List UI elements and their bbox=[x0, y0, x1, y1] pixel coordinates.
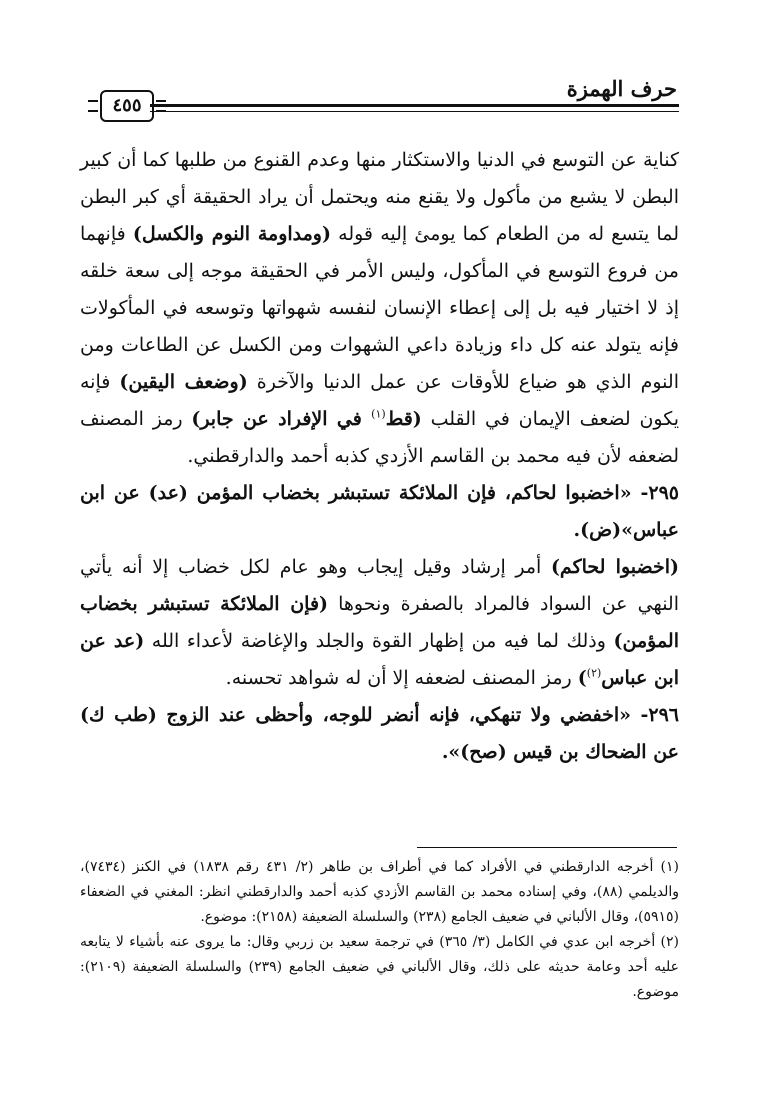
text-run: أمر إرشاد وقيل إيجاب وهو عام لكل خضاب إلا أنه يأتي النهي عن السواد فالمراد بالصفرة ونحوها bbox=[80, 556, 679, 615]
footnote-1: (١) أخرجه الدارقطني في الأفراد كما في أطراف بن طاهر (٢/ ٤٣١ رقم ١٨٣٨) في الكنز (٧٤٣٤)، والديلمي (٨٨)، وفي إسناده محمد بن القاسم الأزدي كذبه أحمد والدارقطني انظر: المغني في الضعفاء (٥٩١٥)، وقال الألباني في ضعيف الجامع (٢٣٨) والسلسلة الضعيفة (٢١٥٨): موضوع. bbox=[80, 859, 679, 925]
hadith-entry-296: ٢٩٦- «اخفضي ولا تنهكي، فإنه أنضر للوجه، وأحظى عند الزوج (طب ك) عن الضحاك بن قيس (صح)». bbox=[80, 704, 679, 763]
text-run: فإنهما من فروع التوسع في المأكول، وليس الأمر في الحقيقة موجه إلى سعة خلقه إذ لا اختيار فيه بل إلى إعطاء الإنسان لنفسه شهواتها وتوسعه في المأكولات فإنه يتولد عنه كل داء وزيادة داعي الشهوات ومن الكسل عن الطاعات ومن النوم الذي هو ضياع للأوقات عن عمل الدنيا والآخرة bbox=[80, 223, 679, 393]
main-text bbox=[80, 142, 679, 771]
header-rule-thin bbox=[150, 111, 679, 112]
commentary-paragraph-2 bbox=[80, 549, 679, 697]
footnote-ref-1: (١) bbox=[371, 407, 386, 421]
header-rule-thick bbox=[150, 104, 679, 107]
footnote-2: (٢) أخرجه ابن عدي في الكامل (٣/ ٣٦٥) في ترجمة سعيد بن زربي وقال: ما يروى عنه بأشياء لا يتابعه عليه أحد وعامة حديثه على ذلك، وقال الألباني في ضعيف الجامع (٢٣٩) والسلسلة الضعيفة (٢١٠٩): موضوع. bbox=[80, 934, 680, 1000]
page-number: ٤٥٥ bbox=[100, 90, 154, 122]
source-ref: في الإفراد عن جابر) bbox=[191, 408, 372, 430]
text-run: رمز المصنف لضعفه لأن فيه محمد بن القاسم الأزدي كذبه أحمد والدارقطني. bbox=[80, 408, 679, 467]
commentary-paragraph-1 bbox=[80, 142, 679, 475]
text-run: رمز المصنف لضعفه إلا أن له شواهد تحسنه. bbox=[225, 667, 578, 689]
quoted-phrase: (فإن الملائكة تستبشر بخضاب المؤمن) bbox=[80, 593, 679, 652]
text-run: كناية عن التوسع في الدنيا والاستكثار منها وعدم القنوع من طلبها كما أن كبير البطن لا يشبع من مأكول ولا يقنع منه ويحتمل أن يراد الحقيقة أي كبر البطن لما يتسع له من الطعام كما يومئ إليه قوله bbox=[80, 149, 679, 245]
text-run: وذلك لما فيه من إظهار القوة والجلد والإغاضة لأعداء الله bbox=[144, 630, 614, 652]
quoted-phrase: (اخضبوا لحاكم) bbox=[550, 556, 679, 578]
footnote-ref-2: (٢) bbox=[586, 666, 602, 680]
footnote-separator bbox=[417, 847, 677, 848]
source-abbrev: (قط bbox=[385, 408, 422, 430]
source-ref-close: ) bbox=[577, 667, 587, 689]
hadith-entry-295: ٢٩٥- «اخضبوا لحاكم، فإن الملائكة تستبشر بخضاب المؤمن (عد) عن ابن عباس»(ض). bbox=[80, 482, 679, 541]
footnotes bbox=[80, 855, 679, 1005]
quoted-phrase: (وضعف اليقين) bbox=[119, 371, 248, 393]
source-ref: (عد عن ابن عباس bbox=[80, 630, 679, 689]
quoted-phrase: (ومداومة النوم والكسل) bbox=[132, 223, 331, 245]
text-run: فإنه يكون لضعف الإيمان في القلب bbox=[80, 371, 679, 430]
chapter-title: حرف الهمزة bbox=[566, 76, 677, 101]
